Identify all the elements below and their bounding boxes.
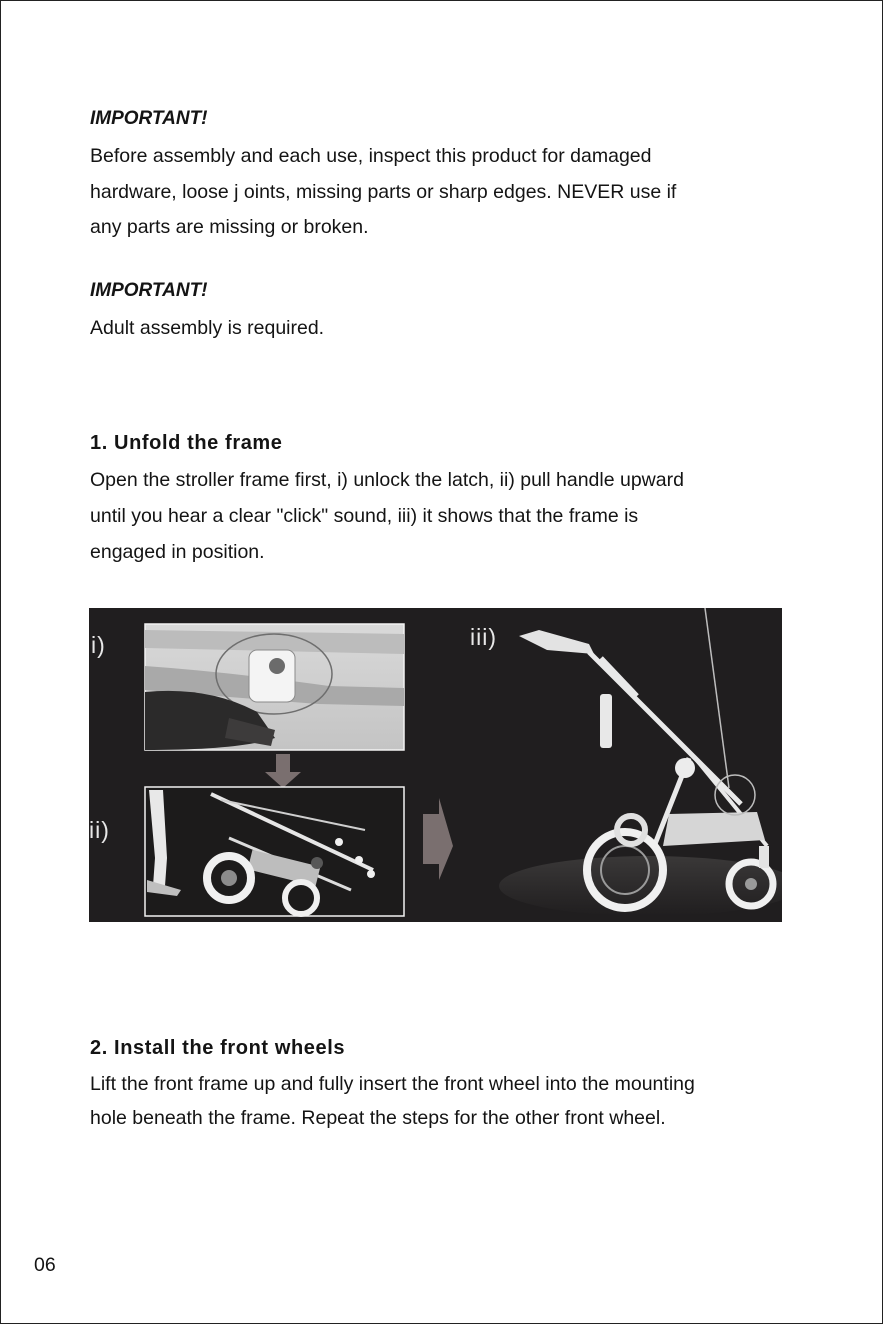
- notice-2-line-1: Adult assembly is required.: [90, 317, 325, 339]
- page-number: 06: [34, 1254, 56, 1276]
- step-2-line-1: Lift the front frame up and fully insert the front wheel into the mounting: [90, 1073, 695, 1095]
- arrow-down-icon: [265, 754, 301, 788]
- figure-label-ii: ii): [89, 817, 110, 843]
- pull-handle-panel: [145, 787, 404, 916]
- unfold-frame-illustration: [89, 608, 782, 922]
- step-1-heading: 1. Unfold the frame: [90, 432, 283, 454]
- latch-closeup-panel: [145, 624, 404, 750]
- notice-1-line-1: Before assembly and each use, inspect this product for damaged: [90, 145, 652, 167]
- important-heading-2: IMPORTANT!: [90, 280, 208, 301]
- arrow-right-icon: [423, 798, 453, 880]
- step-1-line-3: engaged in position.: [90, 541, 265, 563]
- step-1-line-1: Open the stroller frame first, i) unlock the latch, ii) pull handle upward: [90, 469, 684, 491]
- important-heading-1: IMPORTANT!: [90, 108, 208, 129]
- unfold-frame-figure: [89, 608, 782, 922]
- step-2-line-2: hole beneath the frame. Repeat the steps for the other front wheel.: [90, 1107, 666, 1129]
- notice-1-line-3: any parts are missing or broken.: [90, 216, 369, 238]
- figure-label-i: i): [91, 632, 106, 658]
- unfolded-stroller-panel: [499, 608, 782, 916]
- step-2-heading: 2. Install the front wheels: [90, 1037, 346, 1059]
- figure-label-iii: iii): [470, 624, 497, 650]
- notice-1-line-2: hardware, loose j oints, missing parts or sharp edges. NEVER use if: [90, 181, 677, 203]
- step-1-line-2: until you hear a clear "click" sound, iii) it shows that the frame is: [90, 505, 639, 527]
